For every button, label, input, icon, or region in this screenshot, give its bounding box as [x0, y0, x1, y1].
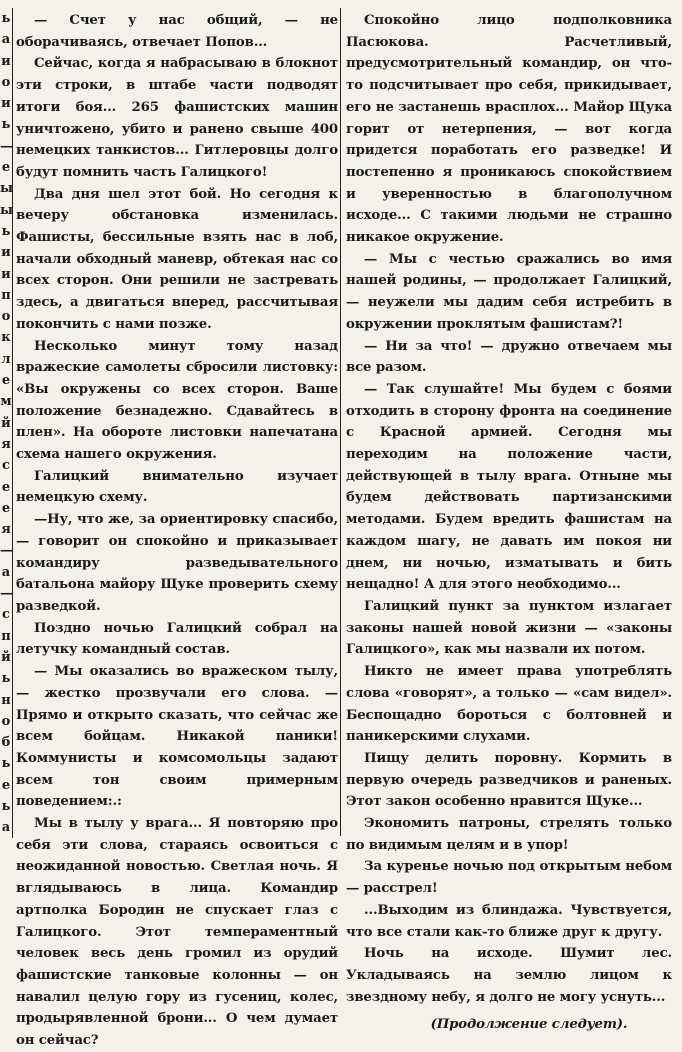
edge-letter: о [1, 309, 11, 325]
edge-letter: к [1, 330, 11, 346]
edge-letter: й [1, 649, 11, 665]
edge-letter: — [0, 586, 13, 602]
paragraph: — Мы с честью сражались во имя нашей родины, — продолжает Галицкий, — неужели мы дадим себя истребить в окружении проклятым фашистам?! [346, 251, 672, 332]
edge-letter: е [1, 500, 11, 516]
edge-letter: а [1, 32, 11, 48]
paragraph: — Счет у нас общий, — не оборачиваясь, отвечает Попов... [16, 13, 338, 50]
paragraph: Несколько минут тому назад вражеские самолеты сбросили листовку: «Вы окружены со всех сторон. Ваше положение безнадежно. Сдавайтесь в плен». На обороте листовки напечатана схема нашего окружения. [16, 338, 338, 463]
edge-letter: е [1, 777, 11, 793]
paragraph: Пищу делить поровну. Кормить в первую очередь разведчиков и раненых. Этот закон особенно нравится Щуке... [346, 750, 672, 810]
paragraph: Никто не имеет права употреблять слова «говорят», а только — «сам видел». Беспощадно бороться с болтовней и паникерскими слухами. [346, 664, 672, 745]
edge-letter: и [1, 96, 11, 112]
edge-letter: и [1, 245, 11, 261]
paragraph: ...Выходим из блиндажа. Чувствуется, что все стали как-то ближе друг к другу. [346, 902, 672, 940]
edge-letter: ь [1, 117, 11, 133]
edge-letter: с [2, 458, 10, 474]
edge-letter: и [1, 53, 11, 69]
paragraph: — Так слушайте! Мы будем с боями отходить в сторону фронта на соединение с Красной армией. Сегодня мы переходим на положение части, действующей в тылу врага. Отныне мы будем действовать партизанскими методами. Будем вредить фашистам на каждом шагу, не давать им покоя ни днем, ни ночью, изматывать и бить нещадно! А для этого необходимо... [346, 381, 672, 593]
edge-letter: о [1, 713, 11, 729]
clipped-left-column [0, 8, 13, 838]
paragraph: —Ну, что же, за ориентировку спасибо, — говорит он спокойно и приказывает командиру разведывательного батальона майору Щуке проверить схему разведкой. [16, 512, 338, 614]
paragraph: Поздно ночью Галицкий собрал на летучку командный состав. [16, 620, 338, 658]
paragraph: За куренье ночью под открытым небом— расстрел! [346, 859, 672, 897]
edge-letter: б [1, 735, 11, 751]
edge-letter: ь [1, 756, 11, 772]
paragraph: Сейчас, когда я набрасываю в блокнот эти строки, в штабе части подводят итоги боя... 265 фашистских машин уничтожено, убито и ранено свыше 400 немецких танкистов... Гитлеровцы долго будут помнить часть Галицкого! [16, 56, 338, 180]
paragraph: Галицкий внимательно изучает немецкую схему. [16, 468, 338, 506]
edge-letter: о [1, 74, 11, 90]
paragraph: Два дня шел этот бой. Но сегодня к вечеру обстановка изменилась. Фашисты, бессильные взять нас в лоб, начали обходный маневр, обтекая нас со всех сторон. Они решили не застревать здесь, а двигаться вперед, рассчитывая покончить с нами позже. [16, 186, 338, 332]
edge-letter: п [1, 628, 11, 644]
right-column [346, 10, 672, 1036]
edge-letter: е [1, 373, 11, 389]
edge-letter: с [2, 607, 10, 623]
edge-letter: е [1, 160, 11, 176]
edge-letter: я [1, 436, 11, 452]
paragraph: Ночь на исходе. Шумит лес. Укладываясь на землю лицом к звездному небу, я долго не могу уснуть... [346, 946, 672, 1005]
to-be-continued: (Продолжение следует). [430, 1017, 628, 1033]
edge-letter: ы [0, 202, 14, 218]
edge-letter: — [0, 138, 13, 154]
paragraph: Экономить патроны, стрелять только по видимым целям и в упор! [346, 816, 672, 853]
edge-letter: я [1, 522, 11, 538]
paragraph: Спокойно лицо подполковника Пасюкова. Расчетливый, предусмотрительный командир, он что-то подсчитывает про себя, прикидывает, его не застанешь врасплох... Майор Щука горит от нетерпения, — вот когда придется поработать его разведке! И постепенно я проникаюсь спокойствием и уверенностью в благополучном исходе... С такими людьми не страшно никакое окружение. [346, 13, 672, 246]
edge-letter: ь [1, 798, 11, 814]
edge-letter: — [0, 543, 13, 559]
edge-letter: е [1, 479, 11, 495]
edge-letter: й [1, 415, 11, 431]
column-divider [340, 8, 341, 836]
edge-letter: л [1, 351, 11, 367]
edge-letter: н [1, 692, 11, 708]
paragraph: Мы в тылу у врага... Я повторяю про себя эти слова, стараясь освоиться с неожиданной новостью. Светлая ночь. Я вглядываюсь в лица. Командир артполка Бородин не спускает глаз с Галицкого. Этот темпераментный человек весь день громил из орудий фашистские танковые колонны — он навалил целую гору из гусениц, колес, продырявленной брони... О чем думает он сейчас? [16, 816, 338, 1049]
edge-letter: а [1, 564, 11, 580]
edge-letter: и [1, 266, 11, 282]
edge-letter: ь [1, 671, 11, 687]
edge-letter: п [1, 287, 11, 303]
edge-letter: ь [1, 11, 11, 26]
edge-letter: ы [0, 181, 14, 197]
paragraph: Галицкий пункт за пунктом излагает законы нашей новой жизни — «законы Галицкого», как мы назвали их потом. [346, 598, 672, 658]
edge-letter: а [1, 820, 11, 836]
paragraph: — Ни за что! — дружно отвечаем мы все разом. [346, 338, 672, 376]
paragraph: — Мы оказались во вражеском тылу, — жестко прозвучали его слова. — Прямо и открыто сказать, что сейчас же всем бойцам. Никакой паники! Коммунисты и комсомольцы задают всем тон своим примерным поведением:.: [16, 664, 338, 810]
edge-letter: м [0, 394, 12, 410]
edge-letter: ь [1, 223, 11, 239]
left-column [16, 10, 338, 1052]
